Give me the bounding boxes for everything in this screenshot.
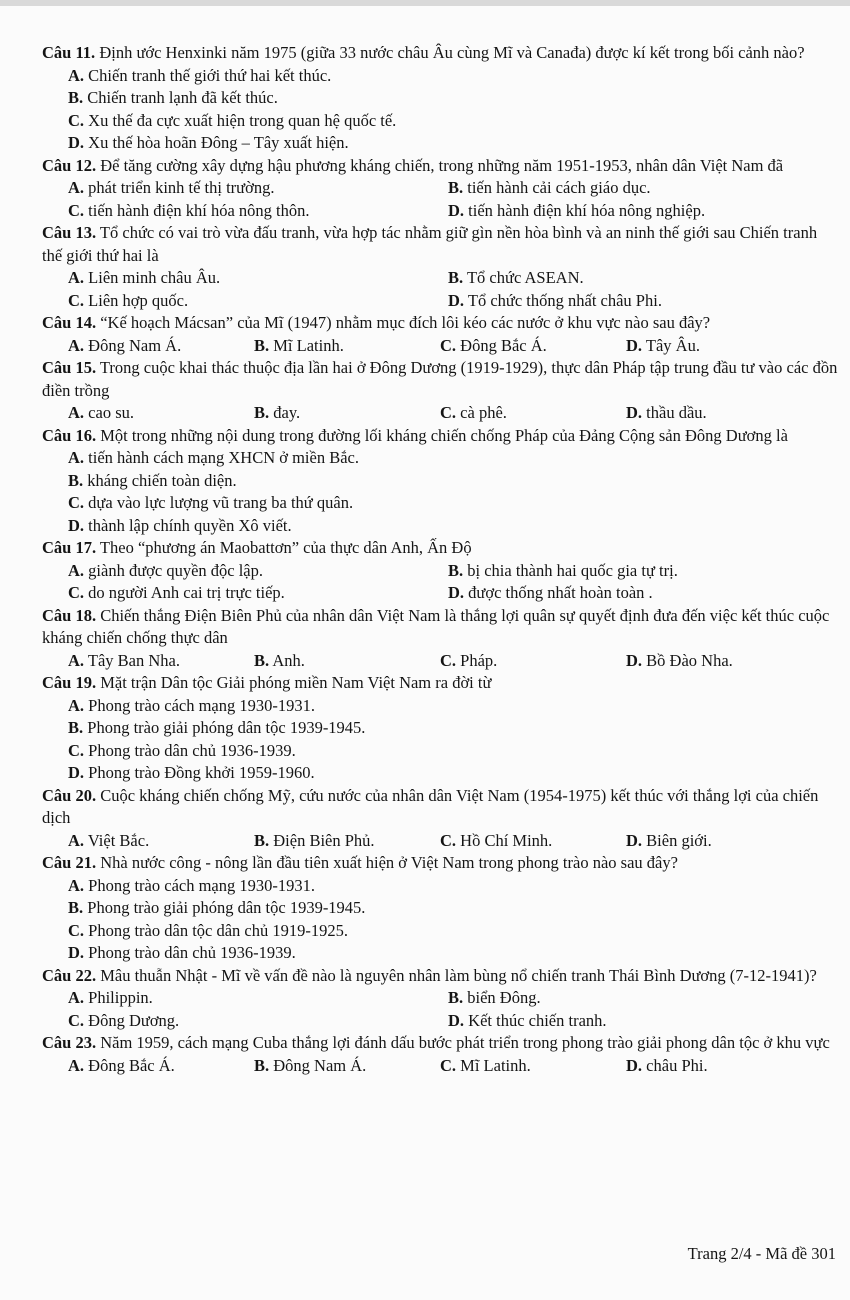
option-b: B. kháng chiến toàn diện. xyxy=(68,470,237,490)
option-a: A. phát triển kinh tế thị trường. xyxy=(68,178,275,197)
options xyxy=(42,65,840,155)
option-a: A. Chiến tranh thế giới thứ hai kết thúc. xyxy=(68,65,332,85)
option-d: D. Tổ chức thống nhất châu Phi. xyxy=(448,290,662,310)
option-b: B. Phong trào giải phóng dân tộc 1939-1945. xyxy=(68,718,366,737)
option-c: C. Đông Bắc Á. xyxy=(440,335,547,355)
option-d: D. Bồ Đào Nha. xyxy=(626,650,733,670)
option-d: D. tiến hành điện khí hóa nông nghiệp. xyxy=(448,200,706,220)
question-19: Câu 19. Mặt trận Dân tộc Giải phóng miền Nam Việt Nam ra đời từ A. Phong trào cách mạng 1930-1931. B. Phong trào giải phóng dân tộc 1939-1945. C. Phong trào dân chủ 1936-1939. D. Phong trào Đồng khởi 1959-1960. xyxy=(0,672,850,785)
top-edge xyxy=(0,0,850,6)
question-14: Câu 14. “Kế hoạch Mácsan” của Mĩ (1947) nhằm mục đích lôi kéo các nước ở khu vực nào sau đây? A. Đông Nam Á. B. Mĩ Latinh. C. Đông Bắc Á. D. Tây Âu. xyxy=(0,312,850,357)
option-c: C. cà phê. xyxy=(440,403,507,422)
option-c: C. Mĩ Latinh. xyxy=(440,1055,531,1075)
question-23: Câu 23. Năm 1959, cách mạng Cuba thắng lợi đánh dấu bước phát triển trong phong trào giải phong dân tộc ở khu vực A. Đông Bắc Á. B. Đông Nam Á. C. Mĩ Latinh. D. châu Phi. xyxy=(0,1032,850,1077)
option-b: B. Tổ chức ASEAN. xyxy=(448,268,584,287)
option-b: B. đay. xyxy=(254,403,301,422)
option-a: A. Đông Nam Á. xyxy=(68,335,182,355)
option-d: D. Phong trào dân chủ 1936-1939. xyxy=(68,943,296,962)
option-d: D. Tây Âu. xyxy=(626,335,700,355)
option-a: A. Việt Bắc. xyxy=(68,830,150,850)
option-b: B. Phong trào giải phóng dân tộc 1939-1945. xyxy=(68,898,366,917)
option-a: A. cao su. xyxy=(68,403,134,422)
option-a: A. Philippin. xyxy=(68,988,153,1007)
option-c: C. Xu thế đa cực xuất hiện trong quan hệ quốc tế. xyxy=(68,110,397,130)
option-d: D. Biên giới. xyxy=(626,830,712,850)
question-22: Câu 22. Mâu thuẫn Nhật - Mĩ về vấn đề nào là nguyên nhân làm bùng nổ chiến tranh Thái Bình Dương (7-12-1941)? A. Philippin. B. biển Đông. C. Đông Dương. D. Kết thúc chiến tranh. xyxy=(0,965,850,1033)
option-b: B. Mĩ Latinh. xyxy=(254,335,344,355)
option-b: B. bị chia thành hai quốc gia tự trị. xyxy=(448,560,678,580)
question-21: Câu 21. Nhà nước công - nông lần đầu tiên xuất hiện ở Việt Nam trong phong trào nào sau đây? A. Phong trào cách mạng 1930-1931. B. Phong trào giải phóng dân tộc 1939-1945. C. Phong trào dân tộc dân chủ 1919-1925. D. Phong trào dân chủ 1936-1939. xyxy=(0,852,850,965)
option-b: B. Anh. xyxy=(254,650,305,670)
question-15: Câu 15. Trong cuộc khai thác thuộc địa lần hai ở Đông Dương (1919-1929), thực dân Pháp tập trung đầu tư vào các đồn điền trồng A. cao su. B. đay. C. cà phê. D. thầu dầu. xyxy=(0,357,850,425)
option-c: C. Liên hợp quốc. xyxy=(68,290,189,310)
question-16: Câu 16. Một trong những nội dung trong đường lối kháng chiến chống Pháp của Đảng Cộng sản Đông Dương là A. tiến hành cách mạng XHCN ở miền Bắc. B. kháng chiến toàn diện. C. dựa vào lực lượng vũ trang ba thứ quân. D. thành lập chính quyền Xô viết. xyxy=(0,425,850,538)
option-d: D. Xu thế hòa hoãn Đông – Tây xuất hiện. xyxy=(68,133,349,152)
exam-page xyxy=(0,42,850,1077)
question-13: Câu 13. Tổ chức có vai trò vừa đấu tranh, vừa hợp tác nhằm giữ gìn nền hòa bình và an ninh thế giới sau Chiến tranh thế giới thứ hai là A. Liên minh châu Âu. B. Tổ chức ASEAN. C. Liên hợp quốc. D. Tổ chức thống nhất châu Phi. xyxy=(0,222,850,312)
page-footer: Trang 2/4 - Mã đề 301 xyxy=(687,1244,836,1263)
question-18: Câu 18. Chiến thắng Điện Biên Phủ của nhân dân Việt Nam là thắng lợi quân sự quyết định đưa đến việc kết thúc cuộc kháng chiến chống thực dân A. Tây Ban Nha. B. Anh. C. Pháp. D. Bồ Đào Nha. xyxy=(0,605,850,673)
question-11: Câu 11. Định ước Henxinki năm 1975 (giữa 33 nước châu Âu cùng Mĩ và Canađa) được kí kết trong bối cảnh nào? A. Chiến tranh thế giới thứ hai kết thúc. B. Chiến tranh lạnh đã kết thúc. C. Xu thế đa cực xuất hiện trong quan hệ quốc tế. D. Xu thế hòa hoãn Đông – Tây xuất hiện. xyxy=(0,42,850,155)
option-c: C. Hồ Chí Minh. xyxy=(440,830,553,850)
option-d: D. thầu dầu. xyxy=(626,403,707,422)
option-d: D. châu Phi. xyxy=(626,1055,708,1075)
option-c: C. Pháp. xyxy=(440,650,498,670)
option-b: B. tiến hành cải cách giáo dục. xyxy=(448,178,651,197)
option-d: D. được thống nhất hoàn toàn . xyxy=(448,583,653,602)
question-20: Câu 20. Cuộc kháng chiến chống Mỹ, cứu nước của nhân dân Việt Nam (1954-1975) kết thúc với thắng lợi của chiến dịch A. Việt Bắc. B. Điện Biên Phủ. C. Hồ Chí Minh. D. Biên giới. xyxy=(0,785,850,853)
option-c: C. Phong trào dân tộc dân chủ 1919-1925. xyxy=(68,920,348,940)
option-d: D. thành lập chính quyền Xô viết. xyxy=(68,515,292,535)
option-c: C. tiến hành điện khí hóa nông thôn. xyxy=(68,200,310,220)
option-a: A. giành được quyền độc lập. xyxy=(68,560,264,580)
option-c: C. Phong trào dân chủ 1936-1939. xyxy=(68,740,296,760)
option-b: B. Điện Biên Phủ. xyxy=(254,830,375,850)
option-d: D. Kết thúc chiến tranh. xyxy=(448,1010,607,1030)
option-c: C. Đông Dương. xyxy=(68,1010,180,1030)
option-a: A. Đông Bắc Á. xyxy=(68,1055,175,1075)
option-c: C. dựa vào lực lượng vũ trang ba thứ quân. xyxy=(68,493,354,512)
option-b: B. Chiến tranh lạnh đã kết thúc. xyxy=(68,88,278,107)
option-a: A. tiến hành cách mạng XHCN ở miền Bắc. xyxy=(68,448,359,467)
question-17: Câu 17. Theo “phương án Maobattơn” của thực dân Anh, Ấn Độ A. giành được quyền độc lập. B. bị chia thành hai quốc gia tự trị. C. do người Anh cai trị trực tiếp. D. được thống nhất hoàn toàn . xyxy=(0,537,850,605)
option-c: C. do người Anh cai trị trực tiếp. xyxy=(68,583,285,602)
option-a: A. Phong trào cách mạng 1930-1931. xyxy=(68,875,315,895)
option-b: B. Đông Nam Á. xyxy=(254,1055,367,1075)
option-d: D. Phong trào Đồng khởi 1959-1960. xyxy=(68,763,315,782)
option-a: A. Tây Ban Nha. xyxy=(68,650,180,670)
option-a: A. Phong trào cách mạng 1930-1931. xyxy=(68,695,315,715)
option-b: B. biển Đông. xyxy=(448,988,541,1007)
question-12: Câu 12. Để tăng cường xây dựng hậu phương kháng chiến, trong những năm 1951-1953, nhân dân Việt Nam đã A. phát triển kinh tế thị trường. B. tiến hành cải cách giáo dục. C. tiến hành điện khí hóa nông thôn. D. tiến hành điện khí hóa nông nghiệp. xyxy=(0,155,850,223)
option-a: A. Liên minh châu Âu. xyxy=(68,268,221,287)
